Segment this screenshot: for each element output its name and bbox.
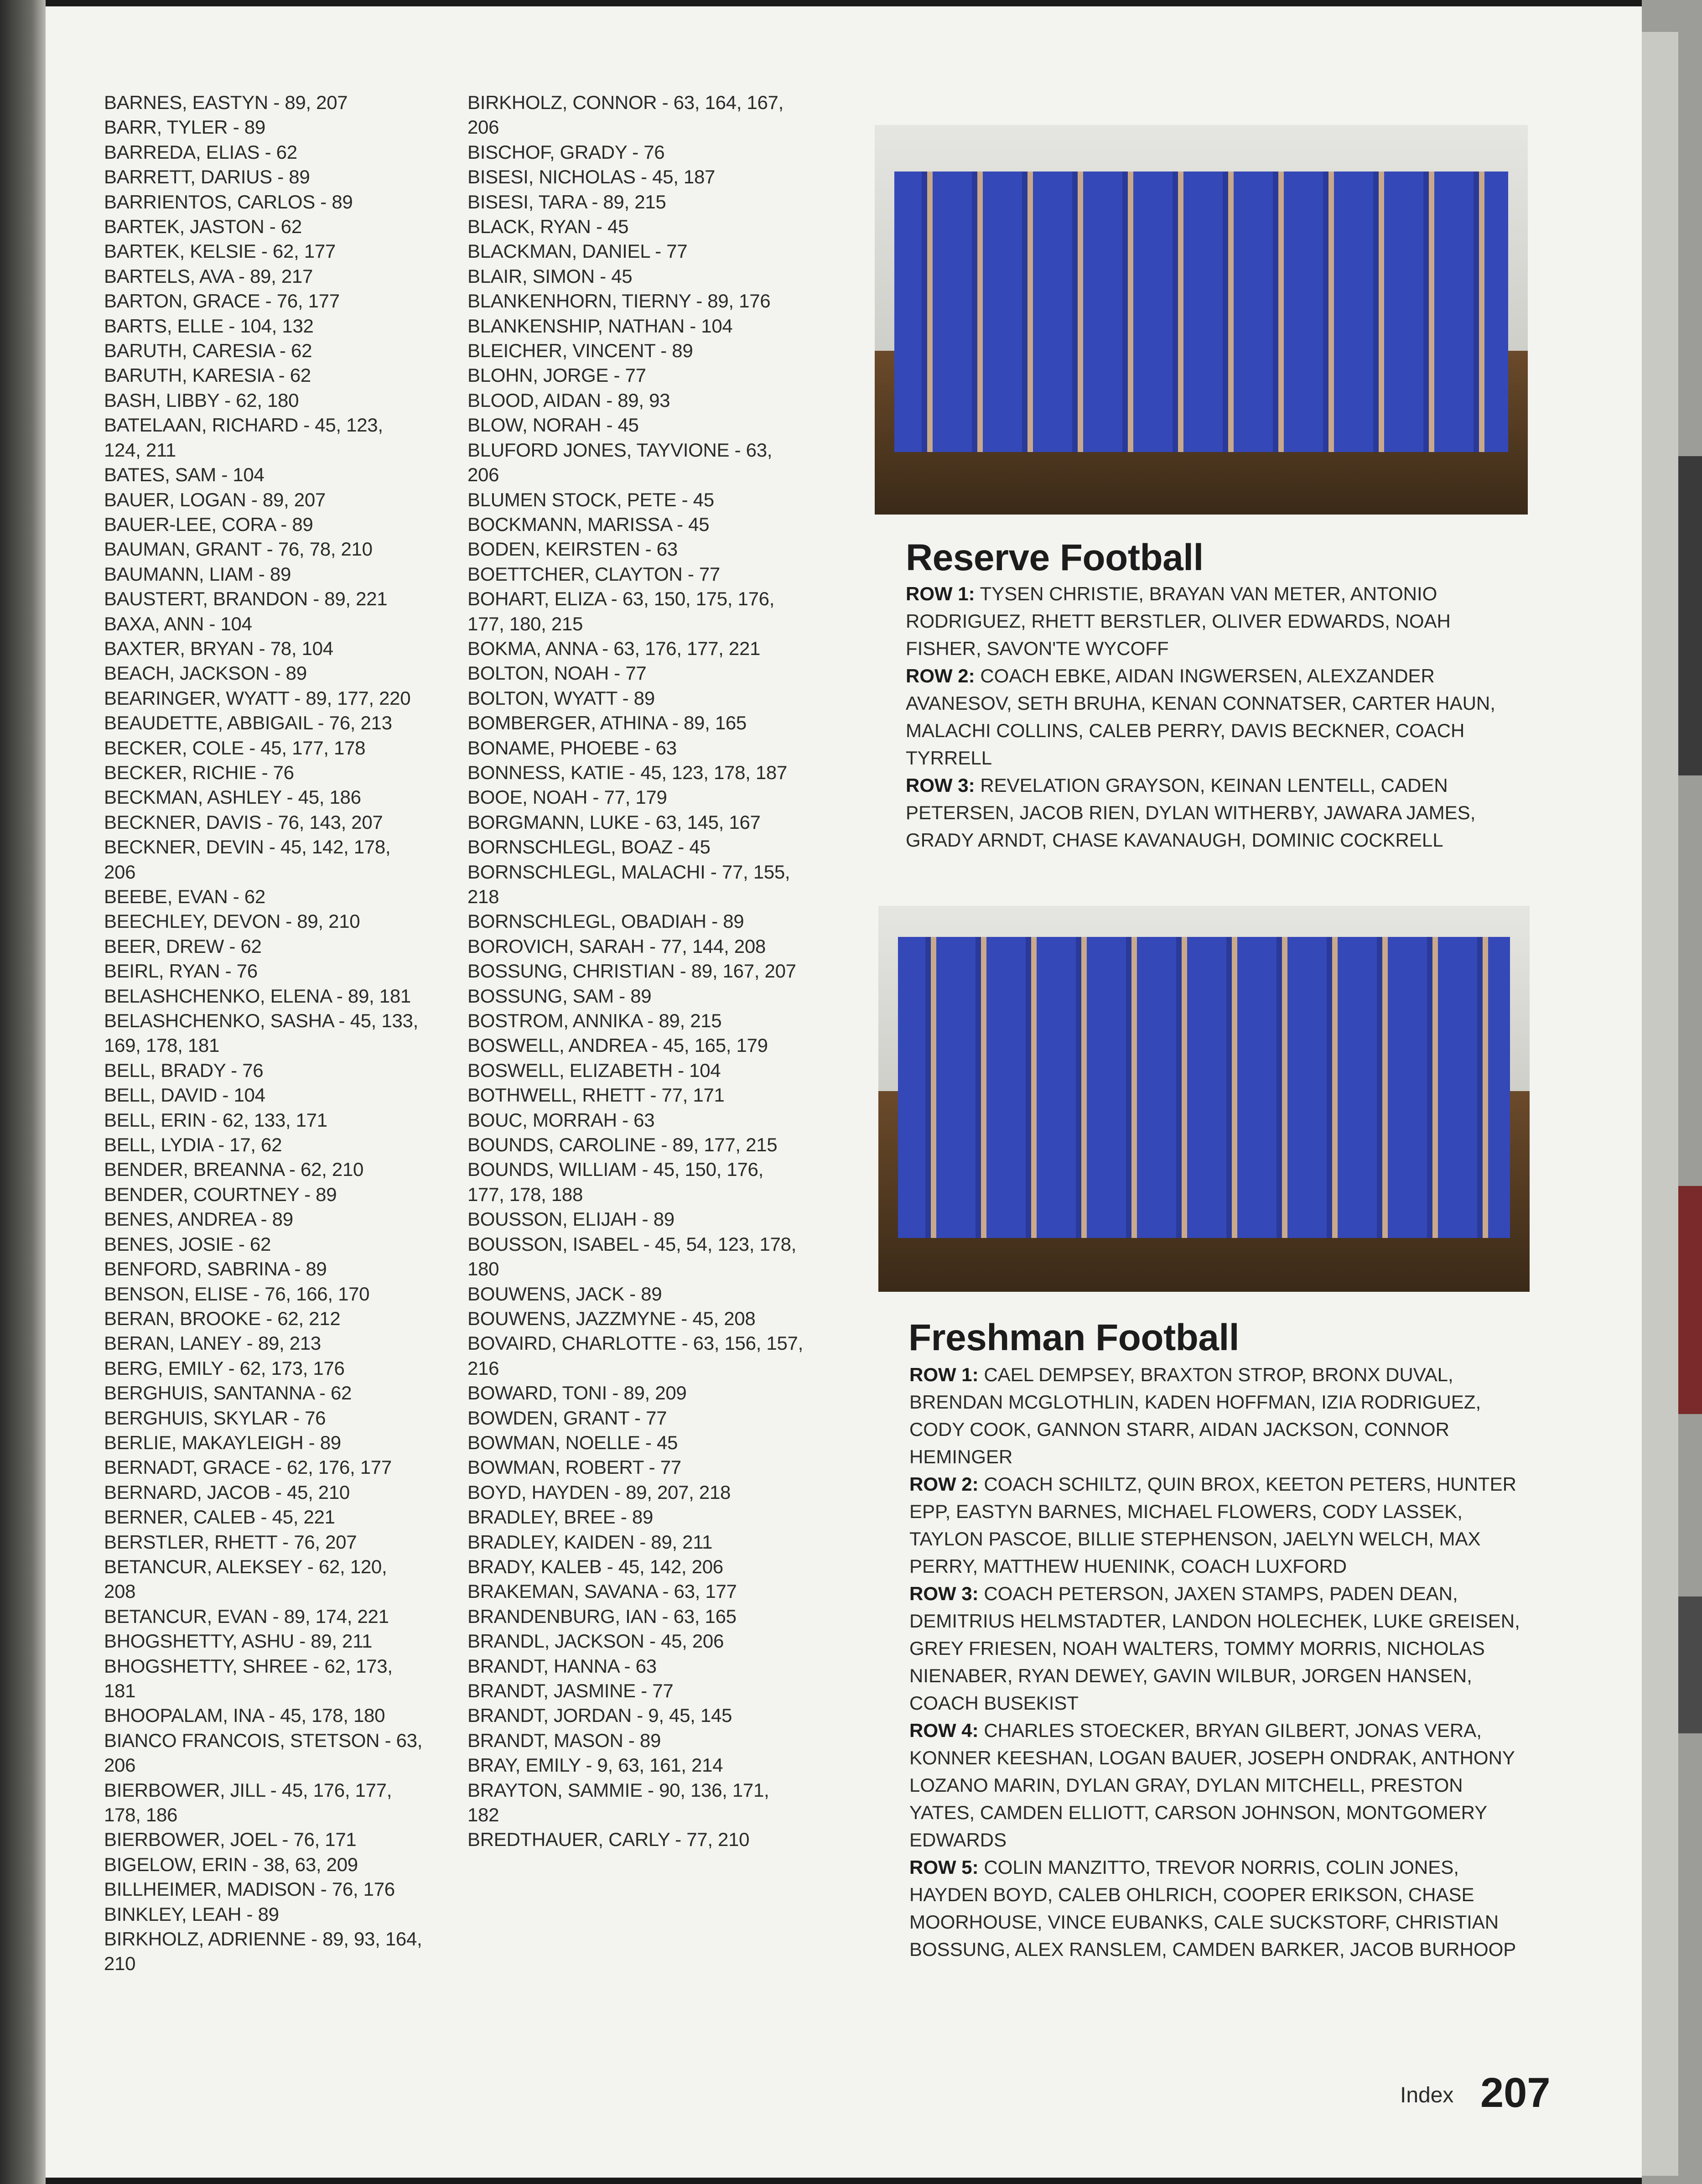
index-entry: BARTEK, KELSIE - 62, 177 [104, 240, 336, 262]
index-entry: BERSTLER, RHETT - 76, 207 [104, 1531, 357, 1553]
caption-row [909, 1854, 1520, 1963]
index-entry: BIGELOW, ERIN - 38, 63, 209 [104, 1853, 358, 1875]
index-entry: BERLIE, MAKAYLEIGH - 89 [104, 1431, 341, 1453]
index-entry: BASH, LIBBY - 62, 180 [104, 389, 299, 411]
index-entry: BRAYTON, SAMMIE - 90, 136, 171, 182 [467, 1779, 769, 1826]
row-names: COLIN MANZITTO, TREVOR NORRIS, COLIN JONES, HAYDEN BOYD, CALEB OHLRICH, COOPER ERIKSON, CHASE MOORHOUSE, VINCE EUBANKS, CALE SUCKSTORF, CHRISTIAN BOSSUNG, ALEX RANSLEM, CAMDEN BARKER, JACOB BURHOOP [909, 1856, 1516, 1960]
index-entry: BERGHUIS, SANTANNA - 62 [104, 1382, 352, 1404]
index-entry: BOUSSON, ELIJAH - 89 [467, 1208, 675, 1230]
row-label: ROW 3: [906, 775, 975, 796]
index-entry: BOROVICH, SARAH - 77, 144, 208 [467, 935, 766, 957]
index-entry: BOYD, HAYDEN - 89, 207, 218 [467, 1481, 731, 1503]
index-entry: BIERBOWER, JILL - 45, 176, 177, 178, 186 [104, 1779, 392, 1826]
index-entry: BECKER, RICHIE - 76 [104, 761, 294, 783]
row-label: ROW 5: [909, 1856, 979, 1878]
index-entry: BOKMA, ANNA - 63, 176, 177, 221 [467, 637, 761, 659]
index-entry: BERAN, LANEY - 89, 213 [104, 1332, 321, 1354]
row-label: ROW 2: [909, 1473, 979, 1495]
index-entry: BIRKHOLZ, CONNOR - 63, 164, 167, 206 [467, 92, 784, 138]
index-entry: BENFORD, SABRINA - 89 [104, 1258, 327, 1280]
index-entry: BENES, ANDREA - 89 [104, 1208, 293, 1230]
index-entry: BENDER, BREANNA - 62, 210 [104, 1159, 364, 1180]
index-entry: BOMBERGER, ATHINA - 89, 165 [467, 712, 747, 734]
index-entry: BARREDA, ELIAS - 62 [104, 141, 297, 163]
index-entry: BHOGSHETTY, ASHU - 89, 211 [104, 1630, 373, 1652]
caption-row [909, 1580, 1520, 1717]
page-edge-inner [1642, 32, 1678, 2176]
index-entry: BERGHUIS, SKYLAR - 76 [104, 1407, 326, 1429]
index-entry: BRANDL, JACKSON - 45, 206 [467, 1630, 724, 1652]
index-entry: BOHART, ELIZA - 63, 150, 175, 176, 177, 180, 215 [467, 588, 775, 634]
page-tab [1678, 1596, 1702, 1733]
index-entry: BIRKHOLZ, ADRIENNE - 89, 93, 164, 210 [104, 1928, 422, 1975]
index-entry: BHOOPALAM, INA - 45, 178, 180 [104, 1705, 385, 1726]
index-entry: BAUER, LOGAN - 89, 207 [104, 489, 326, 510]
index-entry: BONNESS, KATIE - 45, 123, 178, 187 [467, 761, 788, 783]
index-entry: BECKNER, DAVIS - 76, 143, 207 [104, 811, 383, 833]
index-entry: BOWMAN, NOELLE - 45 [467, 1431, 678, 1453]
index-entry: BREDTHAUER, CARLY - 77, 210 [467, 1829, 750, 1851]
index-entry: BELASHCHENKO, ELENA - 89, 181 [104, 985, 411, 1007]
row-names: TYSEN CHRISTIE, BRAYAN VAN METER, ANTONIO RODRIGUEZ, RHETT BERSTLER, OLIVER EDWARDS, NOAH FISHER, SAVON'TE WYCOFF [906, 583, 1451, 659]
index-entry: BLUMEN STOCK, PETE - 45 [467, 489, 714, 510]
index-entry: BOUNDS, CAROLINE - 89, 177, 215 [467, 1134, 778, 1156]
caption-row [906, 580, 1517, 662]
index-entry: BONAME, PHOEBE - 63 [467, 737, 677, 759]
index-entry: BATES, SAM - 104 [104, 464, 265, 486]
row-names: CAEL DEMPSEY, BRAXTON STROP, BRONX DUVAL, BRENDAN MCGLOTHLIN, KADEN HOFFMAN, IZIA RODRIGUEZ, CODY COOK, GANNON STARR, AIDAN JACKSON, CONNOR HEMINGER [909, 1364, 1481, 1467]
index-entry: BERNER, CALEB - 45, 221 [104, 1506, 335, 1528]
index-entry: BLACK, RYAN - 45 [467, 216, 629, 238]
reserve-football-caption [906, 580, 1517, 854]
index-entry: BAUER-LEE, CORA - 89 [104, 513, 313, 535]
page-tab [1678, 456, 1702, 775]
index-column-1 [104, 90, 423, 1976]
freshman-football-caption [909, 1361, 1520, 1963]
index-entry: BORNSCHLEGL, MALACHI - 77, 155, 218 [467, 861, 790, 907]
index-entry: BORGMANN, LUKE - 63, 145, 167 [467, 811, 761, 833]
row-label: ROW 3: [909, 1583, 979, 1604]
row-label: ROW 4: [909, 1720, 979, 1741]
index-entry: BHOGSHETTY, SHREE - 62, 173, 181 [104, 1655, 393, 1701]
index-entry: BLEICHER, VINCENT - 89 [467, 340, 693, 362]
index-entry: BOUSSON, ISABEL - 45, 54, 123, 178, 180 [467, 1233, 796, 1280]
caption-row [909, 1471, 1520, 1580]
index-entry: BLANKENSHIP, NATHAN - 104 [467, 315, 733, 337]
index-entry: BOETTCHER, CLAYTON - 77 [467, 563, 720, 585]
index-entry: BATELAAN, RICHARD - 45, 123, 124, 211 [104, 414, 383, 461]
index-entry: BARUTH, CARESIA - 62 [104, 340, 312, 362]
index-entry: BARR, TYLER - 89 [104, 116, 265, 138]
index-entry: BENES, JOSIE - 62 [104, 1233, 271, 1255]
index-entry: BELASHCHENKO, SASHA - 45, 133, 169, 178, 181 [104, 1010, 418, 1056]
index-entry: BLAIR, SIMON - 45 [467, 265, 633, 287]
index-entry: BEIRL, RYAN - 76 [104, 960, 258, 982]
page-number: 207 [1480, 2070, 1551, 2116]
index-entry: BOUC, MORRAH - 63 [467, 1109, 655, 1131]
index-entry: BRADY, KALEB - 45, 142, 206 [467, 1555, 723, 1577]
index-entry: BINKLEY, LEAH - 89 [104, 1903, 279, 1925]
index-entry: BRAKEMAN, SAVANA - 63, 177 [467, 1581, 737, 1602]
index-entry: BEEBE, EVAN - 62 [104, 886, 265, 907]
index-entry: BETANCUR, EVAN - 89, 174, 221 [104, 1605, 389, 1627]
index-entry: BOSWELL, ELIZABETH - 104 [467, 1059, 721, 1081]
index-entry: BOWMAN, ROBERT - 77 [467, 1456, 681, 1478]
index-entry: BLACKMAN, DANIEL - 77 [467, 240, 688, 262]
index-entry: BEARINGER, WYATT - 89, 177, 220 [104, 687, 411, 709]
row-label: ROW 1: [906, 583, 975, 604]
index-entry: BARNES, EASTYN - 89, 207 [104, 92, 348, 113]
index-entry: BOSSUNG, SAM - 89 [467, 985, 652, 1007]
index-entry: BAUMANN, LIAM - 89 [104, 563, 291, 585]
index-entry: BARRIENTOS, CARLOS - 89 [104, 191, 353, 213]
index-entry: BOSTROM, ANNIKA - 89, 215 [467, 1010, 722, 1032]
reserve-football-team-photo [875, 125, 1528, 515]
row-label: ROW 1: [909, 1364, 979, 1385]
index-entry: BENDER, COURTNEY - 89 [104, 1183, 337, 1205]
index-entry: BLANKENHORN, TIERNY - 89, 176 [467, 290, 771, 312]
index-entry: BECKNER, DEVIN - 45, 142, 178, 206 [104, 836, 391, 883]
row-names: COACH SCHILTZ, QUIN BROX, KEETON PETERS, HUNTER EPP, EASTYN BARNES, MICHAEL FLOWERS, CODY LASSEK, TAYLON PASCOE, BILLIE STEPHENSON, JAELYN WELCH, MAX PERRY, MATTHEW HUENINK, COACH LUXFORD [909, 1473, 1516, 1577]
index-entry: BOOE, NOAH - 77, 179 [467, 786, 667, 808]
index-entry: BELL, BRADY - 76 [104, 1059, 264, 1081]
index-entry: BELL, ERIN - 62, 133, 171 [104, 1109, 327, 1131]
index-entry: BERNARD, JACOB - 45, 210 [104, 1481, 350, 1503]
index-entry: BAUSTERT, BRANDON - 89, 221 [104, 588, 388, 610]
index-entry: BEACH, JACKSON - 89 [104, 662, 307, 684]
index-entry: BOUWENS, JAZZMYNE - 45, 208 [467, 1307, 756, 1329]
index-entry: BRANDT, JORDAN - 9, 45, 145 [467, 1705, 732, 1726]
index-entry: BRANDENBURG, IAN - 63, 165 [467, 1605, 737, 1627]
index-entry: BARUTH, KARESIA - 62 [104, 364, 311, 386]
index-entry: BRAY, EMILY - 9, 63, 161, 214 [467, 1754, 723, 1776]
index-entry: BLOW, NORAH - 45 [467, 414, 639, 436]
index-entry: BERAN, BROOKE - 62, 212 [104, 1307, 341, 1329]
index-entry: BETANCUR, ALEKSEY - 62, 120, 208 [104, 1555, 387, 1602]
index-entry: BISCHOF, GRADY - 76 [467, 141, 665, 163]
reserve-football-title: Reserve Football [906, 537, 1204, 578]
index-entry: BLOHN, JORGE - 77 [467, 364, 646, 386]
index-entry: BOWARD, TONI - 89, 209 [467, 1382, 687, 1404]
index-entry: BERG, EMILY - 62, 173, 176 [104, 1357, 345, 1379]
index-entry: BOUNDS, WILLIAM - 45, 150, 176, 177, 178, 188 [467, 1159, 763, 1205]
index-entry: BRADLEY, BREE - 89 [467, 1506, 654, 1528]
index-entry: BRADLEY, KAIDEN - 89, 211 [467, 1531, 713, 1553]
index-entry: BISESI, NICHOLAS - 45, 187 [467, 166, 716, 188]
index-entry: BECKMAN, ASHLEY - 45, 186 [104, 786, 361, 808]
index-entry: BOTHWELL, RHETT - 77, 171 [467, 1084, 725, 1106]
index-entry: BARTON, GRACE - 76, 177 [104, 290, 340, 312]
index-entry: BIERBOWER, JOEL - 76, 171 [104, 1829, 357, 1851]
index-entry: BOWDEN, GRANT - 77 [467, 1407, 667, 1429]
index-entry: BOUWENS, JACK - 89 [467, 1283, 662, 1305]
index-entry: BELL, DAVID - 104 [104, 1084, 265, 1106]
row-label: ROW 2: [906, 665, 975, 686]
index-entry: BODEN, KEIRSTEN - 63 [467, 538, 678, 560]
index-entry: BEAUDETTE, ABBIGAIL - 76, 213 [104, 712, 392, 734]
caption-row [909, 1717, 1520, 1854]
index-entry: BOLTON, WYATT - 89 [467, 687, 655, 709]
freshman-football-team-photo [878, 906, 1530, 1292]
index-entry: BOVAIRD, CHARLOTTE - 63, 156, 157, 216 [467, 1332, 803, 1379]
index-entry: BAUMAN, GRANT - 76, 78, 210 [104, 538, 373, 560]
index-entry: BARTS, ELLE - 104, 132 [104, 315, 314, 337]
book-spine [0, 0, 46, 2184]
freshman-football-title: Freshman Football [908, 1317, 1240, 1358]
page-tab [1678, 1186, 1702, 1414]
row-names: COACH EBKE, AIDAN INGWERSEN, ALEXZANDER AVANESOV, SETH BRUHA, KENAN CONNATSER, CARTER HAUN, MALACHI COLLINS, CALEB PERRY, DAVIS BECKNER, COACH TYRRELL [906, 665, 1495, 769]
index-entry: BECKER, COLE - 45, 177, 178 [104, 737, 366, 759]
row-names: CHARLES STOECKER, BRYAN GILBERT, JONAS VERA, KONNER KEESHAN, LOGAN BAUER, JOSEPH ONDRAK, ANTHONY LOZANO MARIN, DYLAN GRAY, DYLAN MITCHELL, PRESTON YATES, CAMDEN ELLIOTT, CARSON JOHNSON, MONTGOMERY EDWARDS [909, 1720, 1515, 1851]
index-entry: BISESI, TARA - 89, 215 [467, 191, 666, 213]
index-entry: BAXA, ANN - 104 [104, 613, 252, 634]
index-entry: BERNADT, GRACE - 62, 176, 177 [104, 1456, 392, 1478]
index-entry: BOSSUNG, CHRISTIAN - 89, 167, 207 [467, 960, 796, 982]
index-entry: BEECHLEY, DEVON - 89, 210 [104, 910, 360, 932]
index-entry: BENSON, ELISE - 76, 166, 170 [104, 1283, 370, 1305]
caption-row [909, 1361, 1520, 1471]
index-column-2 [467, 90, 805, 1852]
row-names: COACH PETERSON, JAXEN STAMPS, PADEN DEAN, DEMITRIUS HELMSTADTER, LANDON HOLECHEK, LUKE GREISEN, GREY FRIESEN, NOAH WALTERS, TOMMY MORRIS, NICHOLAS NIENABER, RYAN DEWEY, GAVIN WILBUR, JORGEN HANSEN, COACH BUSEKIST [909, 1583, 1520, 1714]
index-entry: BOLTON, NOAH - 77 [467, 662, 647, 684]
index-entry: BRANDT, MASON - 89 [467, 1729, 661, 1751]
index-entry: BORNSCHLEGL, BOAZ - 45 [467, 836, 711, 858]
index-entry: BARRETT, DARIUS - 89 [104, 166, 310, 188]
row-names: REVELATION GRAYSON, KEINAN LENTELL, CADEN PETERSEN, JACOB RIEN, DYLAN WITHERBY, JAWARA JAMES, GRADY ARNDT, CHASE KAVANAUGH, DOMINIC COCKRELL [906, 775, 1476, 851]
index-entry: BARTEK, JASTON - 62 [104, 216, 302, 238]
index-entry: BIANCO FRANCOIS, STETSON - 63, 206 [104, 1729, 423, 1776]
index-entry: BEER, DREW - 62 [104, 935, 262, 957]
index-entry: BLUFORD JONES, TAYVIONE - 63, 206 [467, 439, 773, 486]
index-entry: BELL, LYDIA - 17, 62 [104, 1134, 282, 1156]
index-entry: BILLHEIMER, MADISON - 76, 176 [104, 1878, 395, 1900]
index-entry: BOCKMANN, MARISSA - 45 [467, 513, 710, 535]
index-entry: BRANDT, HANNA - 63 [467, 1655, 657, 1677]
caption-row [906, 662, 1517, 772]
index-entry: BORNSCHLEGL, OBADIAH - 89 [467, 910, 744, 932]
index-entry: BRANDT, JASMINE - 77 [467, 1680, 674, 1701]
index-entry: BAXTER, BRYAN - 78, 104 [104, 637, 333, 659]
index-entry: BARTELS, AVA - 89, 217 [104, 265, 313, 287]
index-entry: BLOOD, AIDAN - 89, 93 [467, 389, 670, 411]
footer-section-label: Index [1400, 2083, 1454, 2107]
index-entry: BOSWELL, ANDREA - 45, 165, 179 [467, 1035, 768, 1056]
caption-row [906, 772, 1517, 854]
